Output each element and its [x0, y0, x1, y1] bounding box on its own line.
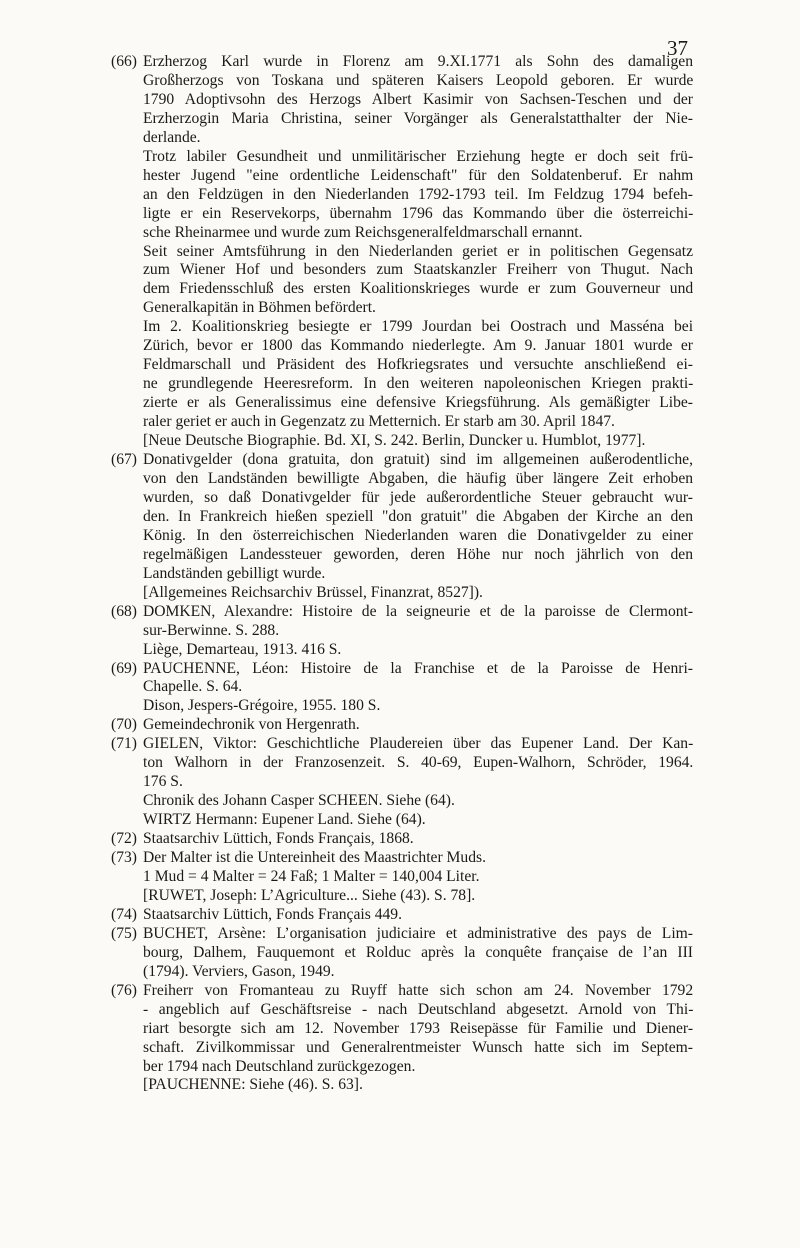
text-line: BUCHET, Arsène: L’organisation judiciaire et administrative des pays de Lim-	[143, 924, 693, 942]
text-line: ton Walhorn in der Franzosenzeit. S. 40-69, Eupen-Walhorn, Schröder, 1964.	[143, 754, 694, 772]
endnote-text	[143, 925, 693, 982]
endnote-text	[143, 849, 693, 906]
endnote-number: (69)	[111, 659, 137, 677]
endnote	[111, 53, 693, 451]
text-line: [Neue Deutsche Biographie. Bd. XI, S. 242. Berlin, Duncker u. Humblot, 1977].	[143, 432, 646, 450]
text-line: [RUWET, Joseph: L’Agriculture... Siehe (43). S. 78].	[143, 886, 476, 904]
endnote-text	[143, 603, 693, 660]
text-line: Feldmarschall und Präsident des Hofkriegsrates und versuchte anschließend ei-	[143, 356, 693, 374]
text-line: Freiherr von Fromanteau zu Ruyff hatte sich schon am 24. November 1792	[143, 981, 694, 999]
endnote-text	[143, 53, 693, 451]
text-line: sur-Berwinne. S. 288.	[143, 621, 280, 639]
text-line: Zürich, bevor er 1800 das Kommando niederlegte. Am 9. Januar 1801 wurde er	[143, 337, 693, 355]
text-line: DOMKEN, Alexandre: Histoire de la seigneurie et de la paroisse de Clermont-	[143, 602, 694, 620]
text-line: an den Feldzügen in den Niederlanden 1792-1793 teil. Im Feldzug 1794 befeh-	[143, 185, 693, 203]
text-line: dem Friedensschluß des ersten Koalitionskrieges wurde er zum Gouverneur und	[143, 280, 694, 298]
text-line: Liège, Demarteau, 1913. 416 S.	[143, 640, 342, 658]
text-line: riart besorgte sich am 12. November 1793 Reisepässe für Familie und Diener-	[143, 1019, 694, 1037]
endnote-text	[143, 451, 693, 603]
endnote	[111, 603, 693, 660]
endnote-number: (68)	[111, 602, 137, 620]
endnote	[111, 830, 693, 849]
endnote-text	[143, 982, 693, 1096]
endnote-number: (71)	[111, 735, 137, 753]
text-line: den. In Frankreich hießen speziell "don gratuit" die Abgaben der Kirche an den	[143, 507, 693, 525]
text-line: Erzherzog Karl wurde in Florenz am 9.XI.1771 als Sohn des damaligen	[143, 53, 693, 70]
text-line: von den Landständen bewilligte Abgaben, die häufig über längere Zeit erhoben	[143, 469, 694, 487]
text-line: GIELEN, Viktor: Geschichtliche Plaudereien über das Eupener Land. Der Kan-	[143, 735, 694, 753]
endnote-number: (74)	[111, 905, 137, 923]
endnote	[111, 735, 693, 830]
text-line: PAUCHENNE, Léon: Histoire de la Franchise et de la Paroisse de Henri-	[143, 659, 693, 677]
endnote	[111, 660, 693, 717]
text-line: schaft. Zivilkommissar und Generalrentmeister Wunsch hatte sich im Septem-	[143, 1038, 693, 1056]
text-line: 176 S.	[143, 773, 183, 791]
text-line: [Allgemeines Reichsarchiv Brüssel, Finanzrat, 8527]).	[143, 583, 483, 601]
text-line: Im 2. Koalitionskrieg besiegte er 1799 Jourdan bei Oostrach und Masséna bei	[143, 318, 694, 336]
text-line: Generalkapitän in Böhmen befördert.	[143, 299, 376, 317]
text-line: Seit seiner Amtsführung in den Niederlanden geriet er in politischen Gegensatz	[143, 242, 693, 260]
endnote-number: (70)	[111, 716, 137, 734]
text-line: sche Rheinarmee und wurde zum Reichsgeneralfeldmarschall ernannt.	[143, 223, 583, 241]
text-line: hester Jugend "eine ordentliche Leidenschaft" für den Soldatenberuf. Er nahm	[143, 166, 694, 184]
endnote	[111, 716, 693, 735]
text-line: zierte er als Generalissimus eine defensive Kriegsführung. Als gemäßigter Libe-	[143, 394, 693, 412]
text-line: 1 Mud = 4 Malter = 24 Faß; 1 Malter = 140,004 Liter.	[143, 867, 480, 885]
text-line: Trotz labiler Gesundheit und unmilitärischer Erziehung hegte er doch seit frü-	[143, 147, 694, 165]
text-line: Dison, Jespers-Grégoire, 1955. 180 S.	[143, 697, 381, 715]
endnote-number: (66)	[111, 53, 137, 70]
text-line: Großherzogs von Toskana und späteren Kaisers Leopold geboren. Er wurde	[143, 71, 694, 89]
text-line: regelmäßigen Landessteuer geworden, deren Höhe nur noch jährlich von den	[143, 545, 693, 563]
text-line: bourg, Dalhem, Fauquemont et Rolduc après la conquête française de l’an III	[143, 943, 693, 961]
endnote	[111, 906, 693, 925]
text-line: König. In den österreichischen Niederlanden waren die Donativgelder zu einer	[143, 526, 694, 544]
text-line: (1794). Verviers, Gason, 1949.	[143, 962, 335, 980]
text-line: Erzherzogin Maria Christina, seiner Vorgänger als Generalstatthalter der Nie-	[143, 109, 693, 127]
endnote	[111, 451, 693, 603]
text-line: - angeblich auf Geschäftsreise - nach Deutschland abgesetzt. Arnold von Thi-	[143, 1000, 694, 1018]
text-line: Chronik des Johann Casper SCHEEN. Siehe (64).	[143, 792, 455, 810]
text-line: WIRTZ Hermann: Eupener Land. Siehe (64).	[143, 811, 426, 829]
text-line: ber 1794 nach Deutschland zurückgezogen.	[143, 1057, 416, 1075]
endnote-text	[143, 716, 693, 735]
endnote	[111, 982, 693, 1096]
text-line: Staatsarchiv Lüttich, Fonds Français 449.	[143, 905, 402, 923]
endnote-text	[143, 735, 693, 830]
endnote-text	[143, 660, 693, 717]
endnote-text	[143, 830, 693, 849]
text-line: ligte er ein Reservekorps, übernahm 1796 das Kommando über die österreichi-	[143, 204, 694, 222]
endnote-number: (73)	[111, 849, 137, 867]
text-line: 1790 Adoptivsohn des Herzogs Albert Kasimir von Sachsen-Teschen und der	[143, 90, 693, 108]
endnote-text	[143, 906, 693, 925]
endnote	[111, 849, 693, 906]
text-line: ne grundlegende Heeresreform. In den weiteren napoleonischen Kriegen prakti-	[143, 375, 694, 393]
text-line: Staatsarchiv Lüttich, Fonds Français, 1868.	[143, 830, 414, 848]
endnote-number: (72)	[111, 830, 137, 848]
endnote-number: (75)	[111, 924, 137, 942]
text-line: Der Malter ist die Untereinheit des Maastrichter Muds.	[143, 849, 486, 867]
text-line: derlande.	[143, 128, 201, 146]
text-line: Gemeindechronik von Hergenrath.	[143, 716, 360, 734]
endnote	[111, 925, 693, 982]
text-line: [PAUCHENNE: Siehe (46). S. 63].	[143, 1076, 363, 1094]
text-line: wurden, so daß Donativgelder für jede außerordentliche Steuer gebraucht wur-	[143, 488, 693, 506]
text-line: raler geriet er auch in Gegenzatz zu Metternich. Er starb am 30. April 1847.	[143, 413, 615, 431]
endnote-number: (67)	[111, 451, 137, 469]
endnotes-list	[111, 53, 693, 1095]
text-line: Donativgelder (dona gratuita, don gratuit) sind im allgemeinen außerodentliche,	[143, 451, 693, 469]
text-line: zum Wiener Hof und besonders zum Staatskanzler Freiherr von Thugut. Nach	[143, 261, 693, 279]
text-line: Chapelle. S. 64.	[143, 678, 243, 696]
text-line: Landständen gebilligt wurde.	[143, 564, 326, 582]
endnote-number: (76)	[111, 981, 137, 999]
page-number: 37	[667, 36, 688, 60]
